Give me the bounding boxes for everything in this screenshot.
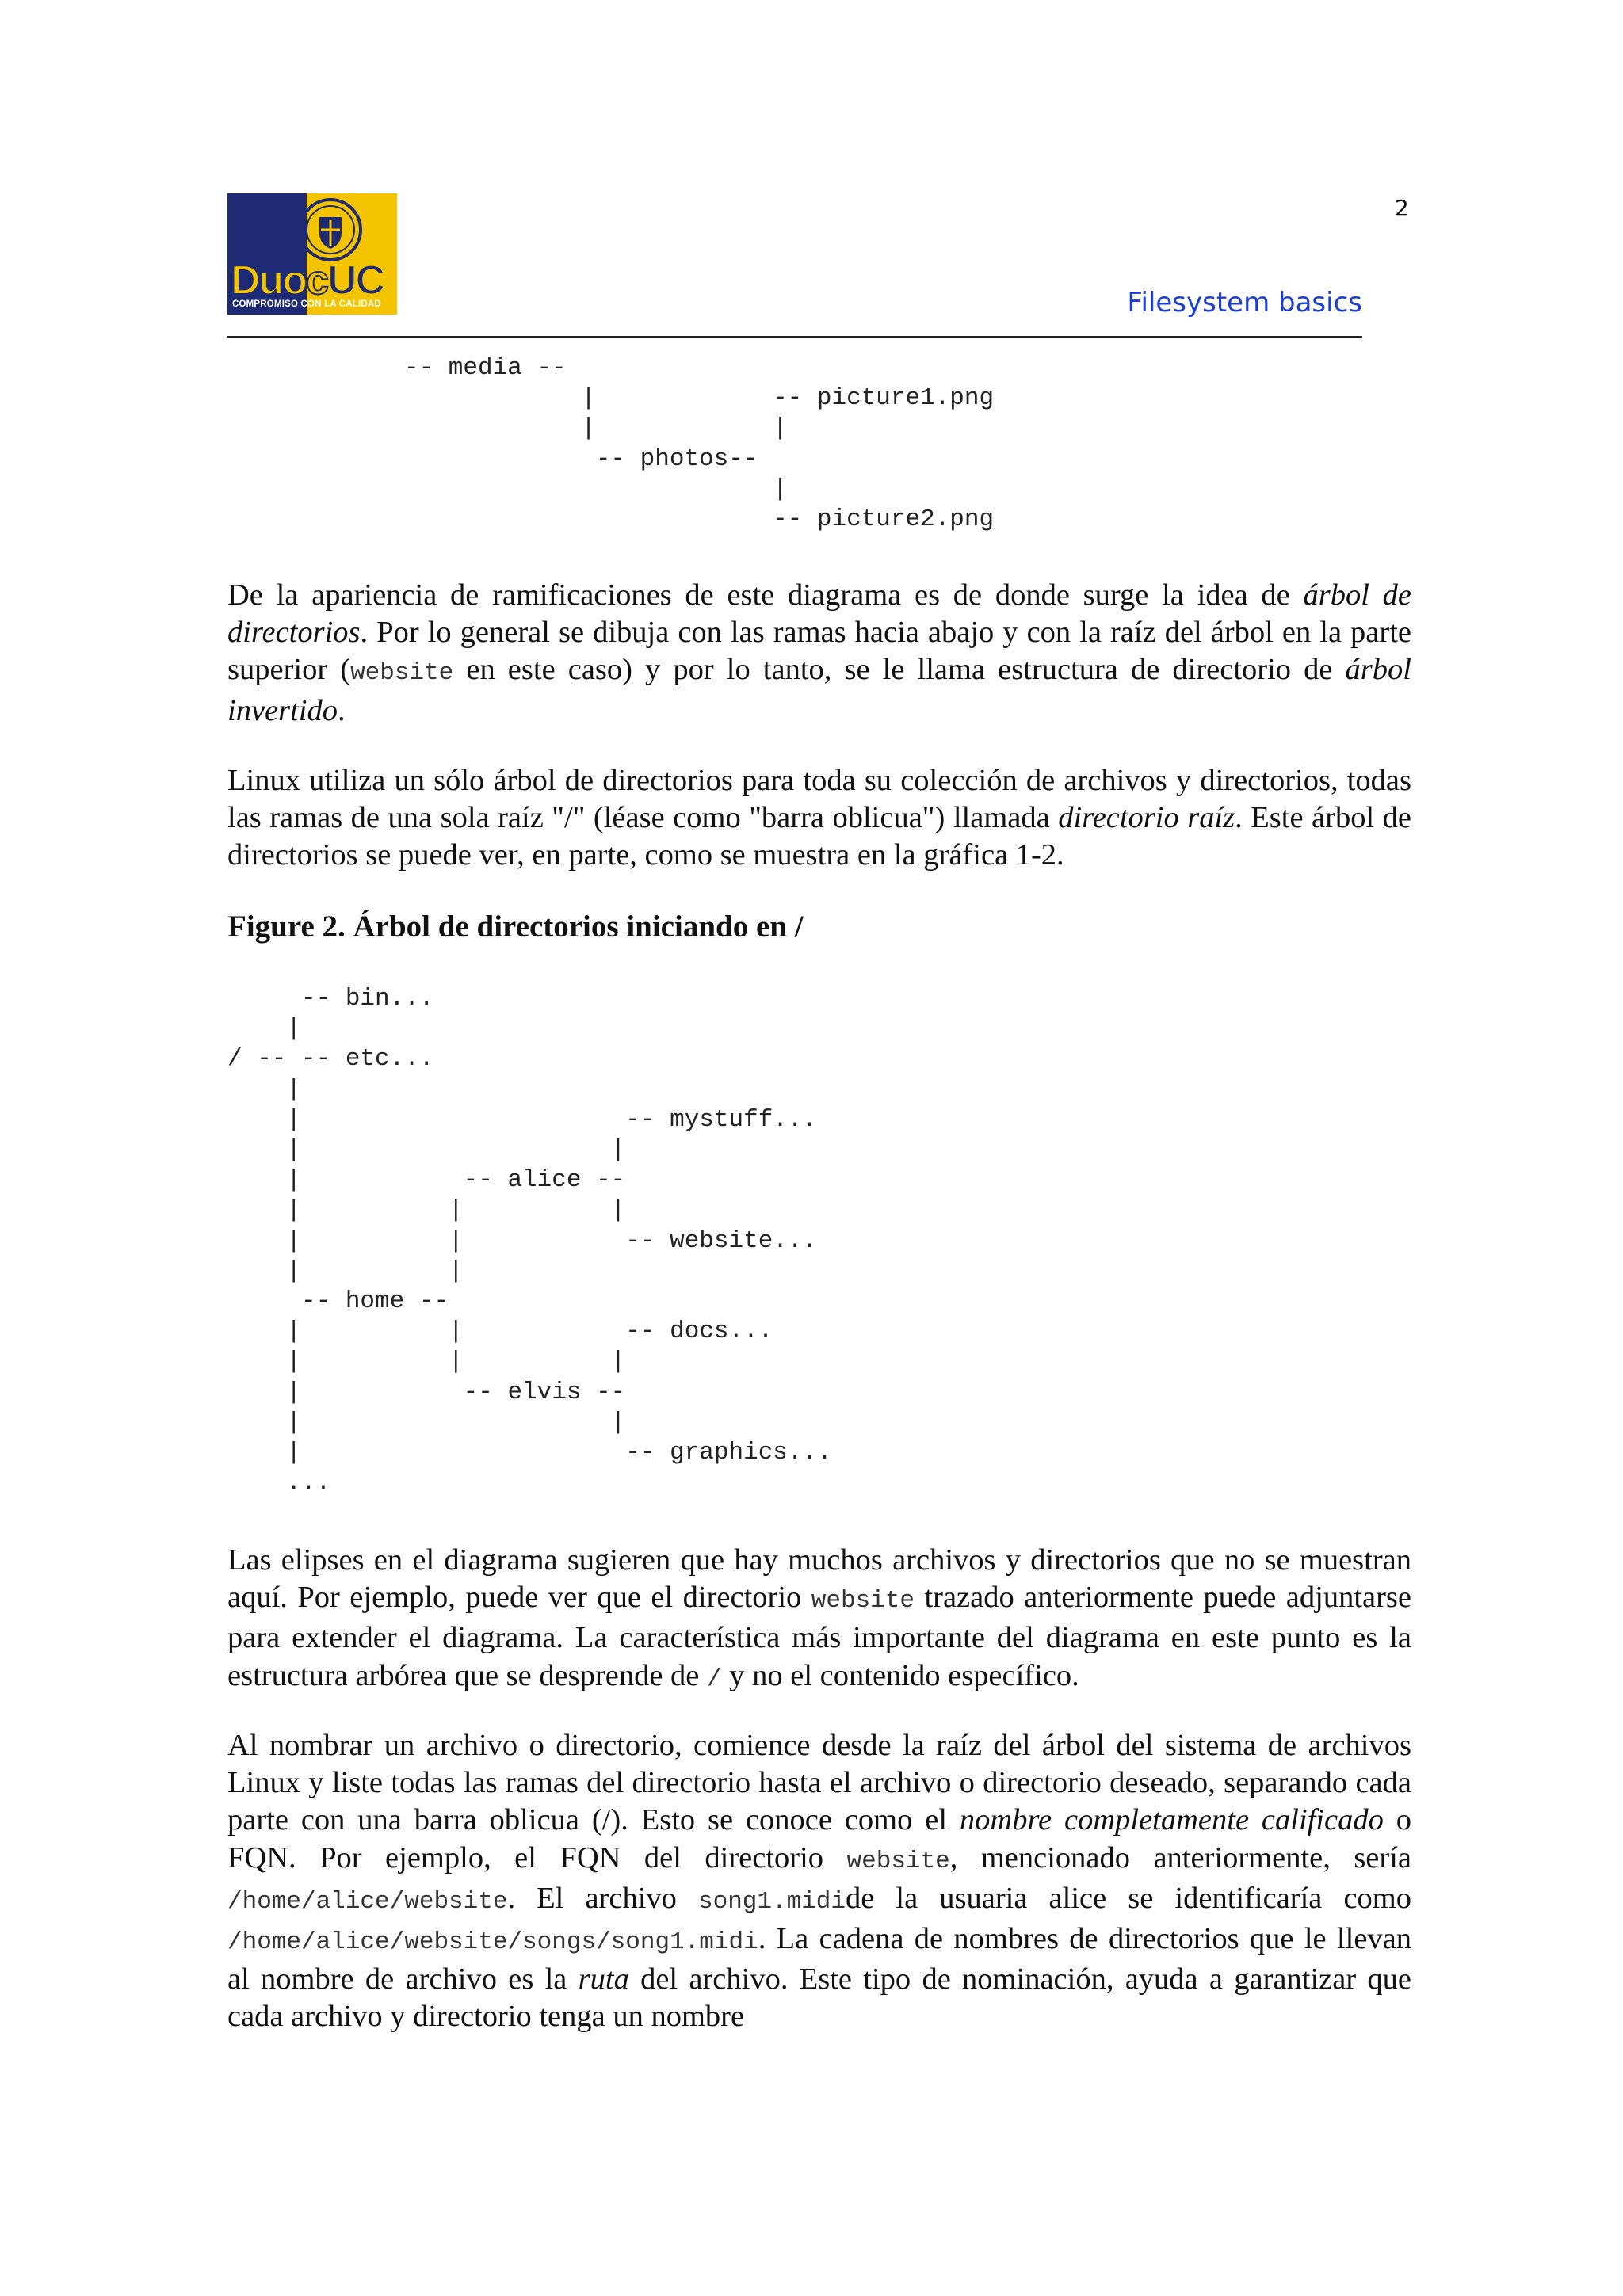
media-tree-diagram: -- media -- | -- picture1.png | | -- photos-- | -- picture2.png: [404, 354, 995, 534]
text-run: Al nombrar un archivo o directorio, comience desde la raíz del árbol del sistema de archivos Linux y liste todas las ramas del directorio hasta el archivo o directorio deseado, separando cada parte con una barra oblicua (/). Esto se conoce como el: [227, 1729, 1411, 1837]
text-run: Las elipses en el diagrama sugieren que hay muchos archivos y directorios que no se muestran aquí. Por ejemplo, puede ver que el directorio: [227, 1543, 1411, 1615]
text-run: . Por lo general se dibuja con las ramas hacia abajo y con la raíz del árbol en la parte superior (: [227, 616, 1411, 687]
logo-wordmark-uc: UC: [327, 257, 384, 303]
text-run: en este caso) y por lo tanto, se le llama estructura de directorio de: [453, 653, 1346, 687]
paragraph-tree-idea: [227, 577, 1411, 730]
text-run: y no el contenido específico.: [721, 1658, 1079, 1692]
header-title: Filesystem basics: [1127, 287, 1362, 318]
text-run: , mencionado anteriormente, sería: [949, 1840, 1412, 1875]
seal-icon: [297, 196, 364, 263]
text-run: trazado anteriormente puede adjuntarse para extender el diagrama. La característica más importante del diagrama en este punto es la estructura arbórea que se desprende de: [227, 1581, 1412, 1692]
page-number: 2: [1395, 195, 1409, 221]
emphasis-term: directorio raíz: [1058, 801, 1235, 835]
root-tree-diagram: -- bin... | / -- -- etc... | | -- mystuff... | | | -- alice -- | | | | | -- website... | | -- home -- | | -- docs... | | | | -- elvis -- | | | -- graphics... ...: [227, 985, 832, 1497]
logo-wordmark: [231, 257, 384, 303]
text-run: . Este árbol de directorios se puede ver, en parte, como se muestra en la gráfica 1-2.: [227, 801, 1411, 872]
figure-caption: Figure 2. Árbol de directorios iniciando en /: [227, 910, 804, 944]
text-run: del archivo. Este tipo de nominación, ayuda a garantizar que cada archivo y directorio tenga un nombre: [227, 1962, 1412, 2034]
emphasis-term: árbol de directorios: [227, 578, 1411, 650]
text-run: . La cadena de nombres de directorios que le llevan al nombre de archivo es la: [227, 1922, 1411, 1997]
code-term: song1.midi: [697, 1887, 846, 1916]
text-run: . El archivo: [507, 1881, 698, 1915]
code-term: /: [707, 1665, 722, 1693]
text-run: .: [338, 693, 346, 727]
logo-tagline: COMPROMISO CON LA CALIDAD: [232, 299, 381, 309]
emphasis-term: nombre completamente calificado: [959, 1803, 1384, 1837]
duoc-uc-logo: [227, 193, 397, 315]
logo-wordmark-duoc: Duoc: [231, 257, 327, 303]
code-term: website: [350, 659, 454, 688]
paragraph-ellipses: [227, 1542, 1411, 1698]
text-run: Linux utiliza un sólo árbol de directorios para toda su colección de archivos y directorios, todas las ramas de una sola raíz "/" (léase como "barra oblicua") llamada: [227, 764, 1411, 835]
code-term: website: [846, 1847, 950, 1875]
code-term: /home/alice/website: [227, 1887, 508, 1916]
paragraph-linux-tree: [227, 762, 1411, 875]
text-run: De la apariencia de ramificaciones de este diagrama es de donde surge la idea de: [227, 578, 1304, 612]
emphasis-term: ruta: [578, 1962, 629, 1997]
code-term: website: [811, 1587, 915, 1615]
emphasis-term: árbol invertido: [227, 653, 1411, 727]
paragraph-fqn: [227, 1727, 1411, 2036]
code-term: /home/alice/website/songs/song1.midi: [227, 1928, 758, 1957]
text-run: de la usuaria alice se identificaría como: [846, 1881, 1411, 1915]
text-run: o FQN. Por ejemplo, el FQN del directorio: [227, 1803, 1411, 1875]
header-divider: [227, 336, 1362, 338]
